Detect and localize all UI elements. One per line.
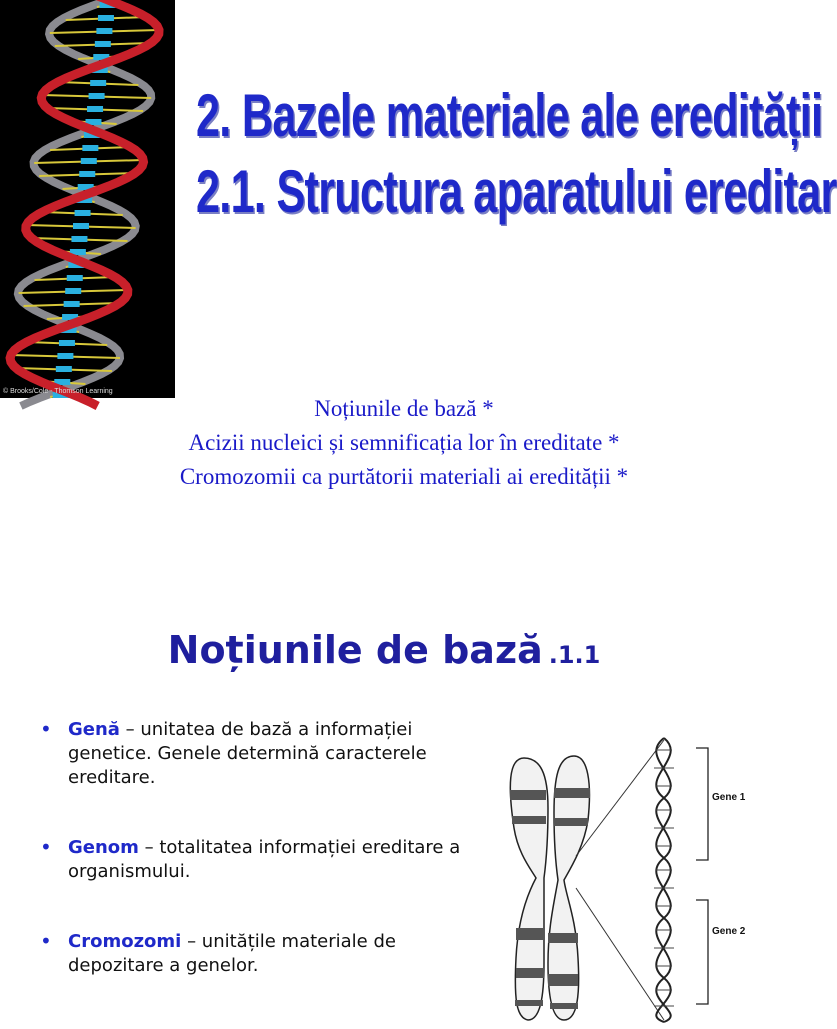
nucleotide-base bbox=[95, 41, 111, 47]
definition-text: – unitatea de bază a informației genetice. Genele determină caracterele ereditare. bbox=[68, 719, 427, 788]
topic-list bbox=[40, 392, 768, 494]
bullet-icon: • bbox=[40, 835, 52, 859]
chromosome-illustration bbox=[488, 728, 768, 1024]
bullet-icon: • bbox=[40, 717, 52, 741]
nucleotide-base bbox=[75, 210, 91, 216]
nucleotide-base bbox=[56, 366, 72, 372]
dna-helix-photo bbox=[0, 0, 175, 398]
definition-text: – unitățile materiale de depozitare a genelor. bbox=[68, 931, 396, 976]
title-line-2: 2.1. Structura aparatului ereditar bbox=[196, 158, 837, 225]
photo-credit: © Brooks/Cole - Thomson Learning bbox=[3, 388, 113, 395]
gene-2-label: Gene 2 bbox=[712, 926, 746, 937]
title-line-1: 2. Bazele materiale ale eredității bbox=[196, 82, 823, 149]
nucleotide-base bbox=[79, 171, 95, 177]
dna-helix-illustration bbox=[0, 0, 175, 398]
nucleotide-base bbox=[59, 340, 75, 346]
section-number: .1.1 bbox=[548, 641, 601, 669]
definition-text: – totalitatea informației ereditare a organismului. bbox=[68, 837, 461, 882]
nucleotide-base bbox=[67, 275, 83, 281]
definition-item bbox=[40, 836, 480, 884]
nucleotide-base bbox=[71, 236, 87, 242]
main-title bbox=[196, 78, 837, 230]
topic-item: Acizii nucleici și semnificația lor în ereditate * bbox=[188, 430, 620, 455]
topic-item: Cromozomii ca purtătorii materiali ai eredității * bbox=[179, 464, 629, 489]
definition-item bbox=[40, 930, 480, 978]
bullet-icon: • bbox=[40, 929, 52, 953]
slide-basic-notions bbox=[0, 600, 768, 1024]
definition-list bbox=[40, 718, 480, 1024]
section-title bbox=[0, 628, 768, 672]
nucleotide-base bbox=[98, 15, 114, 21]
definition-item bbox=[40, 718, 480, 790]
nucleotide-base bbox=[96, 28, 112, 34]
nucleotide-base bbox=[90, 80, 106, 86]
nucleotide-base bbox=[73, 223, 89, 229]
nucleotide-base bbox=[87, 106, 103, 112]
definition-term: Genă bbox=[68, 719, 120, 740]
definition-term: Cromozomi bbox=[68, 931, 182, 952]
nucleotide-base bbox=[81, 158, 97, 164]
gene-1-label: Gene 1 bbox=[712, 792, 746, 803]
nucleotide-base bbox=[65, 288, 81, 294]
nucleotide-base bbox=[57, 353, 73, 359]
nucleotide-base bbox=[89, 93, 105, 99]
section-title-text: Noțiunile de bază bbox=[167, 628, 543, 672]
nucleotide-base bbox=[82, 145, 98, 151]
definition-term: Genom bbox=[68, 837, 139, 858]
topic-item: Noțiunile de bază * bbox=[314, 396, 494, 421]
nucleotide-base bbox=[64, 301, 80, 307]
chromosome-gene-diagram bbox=[488, 728, 768, 1024]
